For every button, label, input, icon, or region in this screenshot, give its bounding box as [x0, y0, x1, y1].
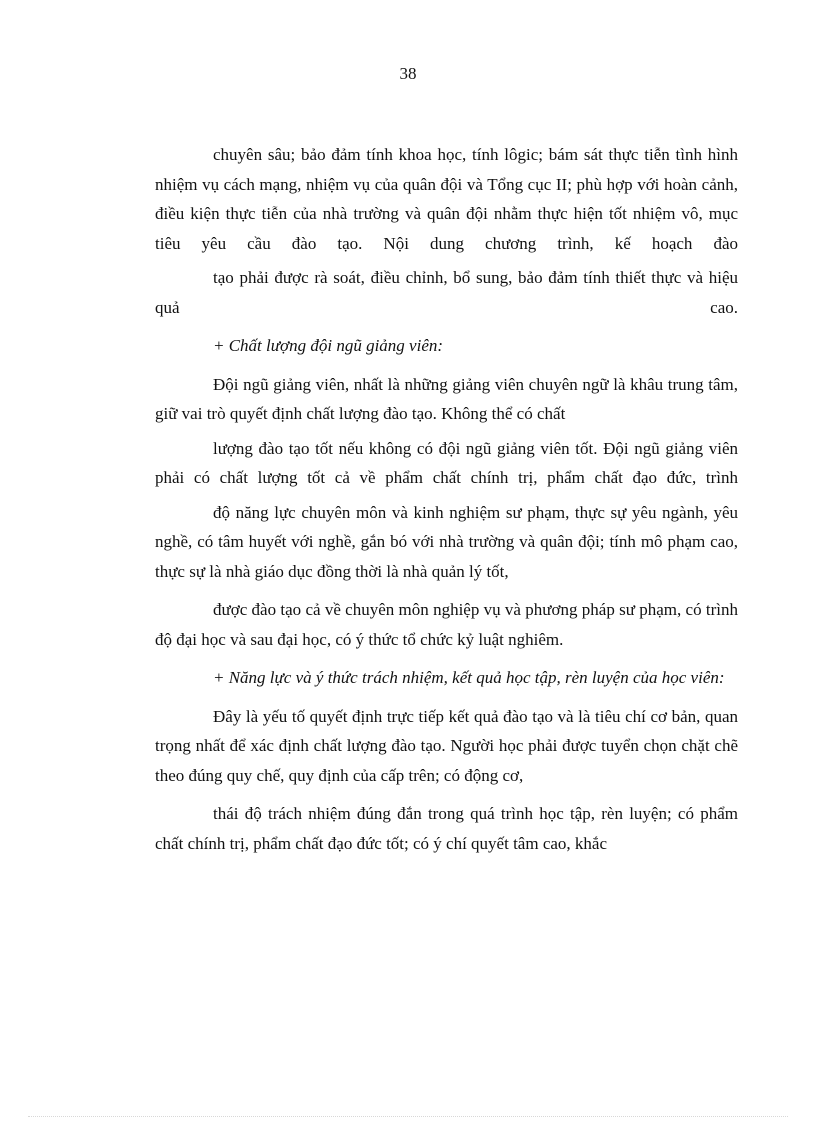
- paragraph: lượng đào tạo tốt nếu không có đội ngũ giảng viên tốt. Đội ngũ giảng viên phải có chất lượng tốt cả về phẩm chất chính trị, phẩm chất đạo đức, trình: [155, 438, 738, 487]
- page-bottom-divider: [28, 1116, 788, 1117]
- paragraph: độ năng lực chuyên môn và kinh nghiệm sư phạm, thực sự yêu ngành, yêu nghề, có tâm huyết với nghề, gắn bó với nhà trường và quân đội; tính mô phạm cao, thực sự là nhà giáo dục đồng thời là nhà quản lý tốt,: [155, 502, 738, 581]
- paragraph: chuyên sâu; bảo đảm tính khoa học, tính lôgic; bám sát thực tiễn tình hình nhiệm vụ cách mạng, nhiệm vụ của quân đội và Tổng cục II; phù hợp với hoàn cảnh, điều kiện thực tiễn của nhà trường và quân đội nhằm thực hiện tốt nhiệm vô, mục tiêu yêu cầu đào tạo. Nội dung chương trình, kế hoạch đào: [155, 145, 738, 253]
- paragraph: được đào tạo cả về chuyên môn nghiệp vụ và phương pháp sư phạm, có trình độ đại học và sau đại học, có ý thức tổ chức kỷ luật nghiêm.: [155, 600, 738, 649]
- document-body: [155, 140, 738, 858]
- paragraph: Đội ngũ giảng viên, nhất là những giảng viên chuyên ngữ là khâu trung tâm, giữ vai trò quyết định chất lượng đào tạo. Không thể có chất: [155, 374, 738, 423]
- page-number: 38: [399, 64, 417, 83]
- section-heading: + Chất lượng đội ngũ giảng viên:: [213, 336, 444, 355]
- section-heading: + Năng lực và ý thức trách nhiệm, kết quả học tập, rèn luyện của học viên:: [213, 668, 725, 687]
- paragraph: Đây là yếu tố quyết định trực tiếp kết quả đào tạo và là tiêu chí cơ bản, quan trọng nhất để xác định chất lượng đào tạo. Người học phải được tuyển chọn chặt chẽ theo đúng quy chế, quy định của cấp trên; có động cơ,: [155, 706, 738, 785]
- paragraph: thái độ trách nhiệm đúng đắn trong quá trình học tập, rèn luyện; có phẩm chất chính trị, phẩm chất đạo đức tốt; có ý chí quyết tâm cao, khắc: [155, 804, 738, 853]
- paragraph: tạo phải được rà soát, điều chỉnh, bổ sung, bảo đảm tính thiết thực và hiệu quả cao.: [155, 268, 738, 317]
